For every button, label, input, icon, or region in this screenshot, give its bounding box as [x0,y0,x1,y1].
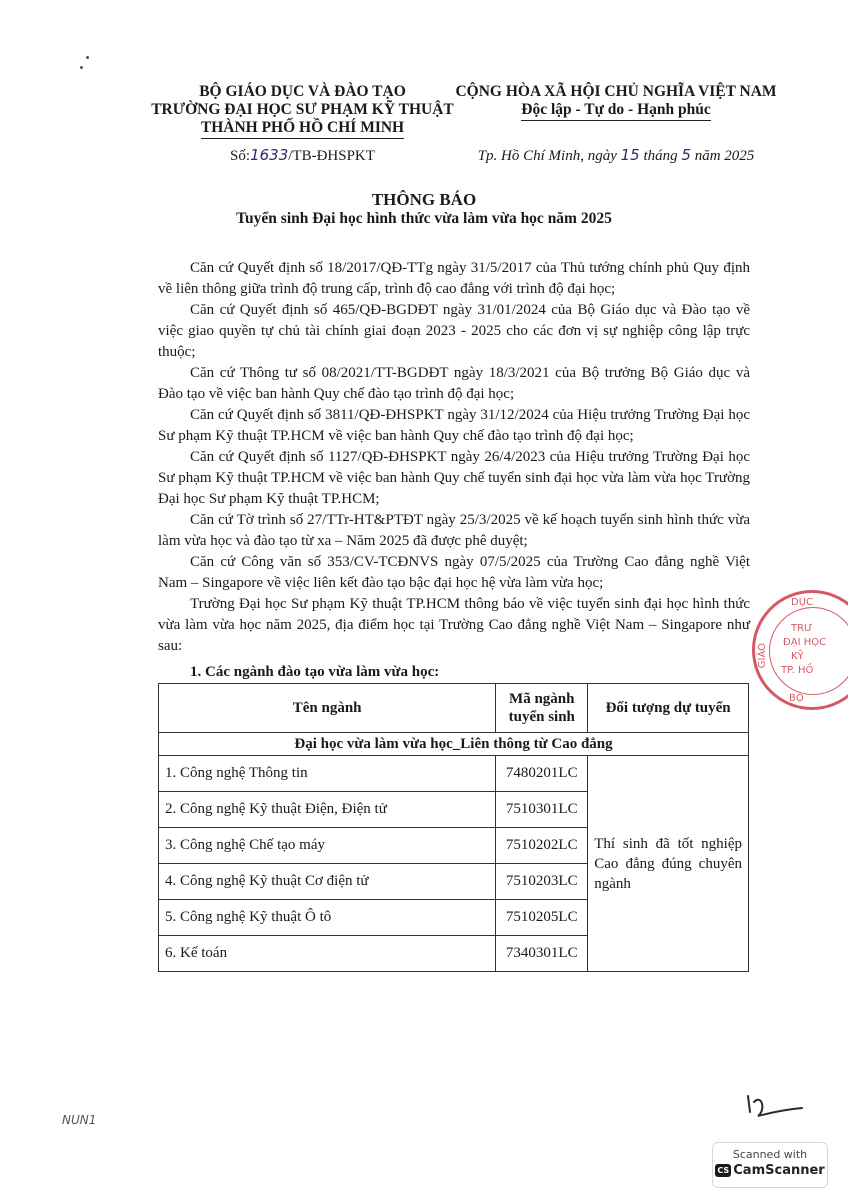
paragraph: Căn cứ Tờ trình số 27/TTr-HT&PTĐT ngày 25/3/2025 về kế hoạch tuyển sinh hình thức vừa làm vừa học và đào tạo từ xa – Năm 2025 đã được phê duyệt; [158,512,750,549]
paragraph: Căn cứ Công văn số 353/CV-TCĐNVS ngày 07/5/2025 của Trường Cao đẳng nghề Việt Nam – Singapore về việc liên kết đào tạo bậc đại học hệ vừa làm vừa học; [158,554,750,591]
seal-text: DỤC [791,597,814,608]
scanner-brand: CS CamScanner [713,1163,827,1178]
table-group-row [159,733,749,756]
header-target: Đối tượng dự tuyển [588,684,749,733]
paragraph: Trường Đại học Sư phạm Kỹ thuật TP.HCM thông báo về việc tuyển sinh đại học hình thức vừa làm vừa học năm 2025, địa điểm học tại Trường Cao đẳng nghề Việt Nam – Singapore như sau: [158,596,750,654]
national-motto: Độc lập - Tự do - Hạnh phúc [521,101,710,121]
major-code: 7340301LC [496,936,588,972]
document-number: Số:1633/TB-ĐHSPKT [230,146,375,164]
major-name: 2. Công nghệ Kỹ thuật Điện, Điện tử [159,792,496,828]
document-subtitle: Tuyển sinh Đại học hình thức vừa làm vừa học năm 2025 [236,210,612,227]
table-row [159,756,749,792]
seal-text: BỘ [789,693,804,704]
seal-text: KỸ [791,651,804,662]
major-code: 7480201LC [496,756,588,792]
handwritten-day: 15 [620,146,640,164]
paragraph: Căn cứ Quyết định số 1127/QĐ-ĐHSPKT ngày 26/4/2023 của Hiệu trưởng Trường Đại học Sư phạm Kỹ thuật TP.HCM về việc ban hành Quy chế tuyển sinh đại học vừa làm vừa học Trường Đại học Sư phạm Kỹ thuật TP.HCM; [158,449,750,507]
major-code: 7510203LC [496,864,588,900]
official-seal-stamp [752,590,848,710]
camscanner-watermark [712,1142,828,1188]
handwritten-number: 1633 [250,146,289,164]
program-group: Đại học vừa làm vừa học_Liên thông từ Cao đẳng [159,733,749,756]
major-name: 1. Công nghệ Thông tin [159,756,496,792]
section-heading: 1. Các ngành đào tạo vừa làm vừa học: [190,664,440,680]
national-header [455,83,777,121]
paragraph: Căn cứ Quyết định số 18/2017/QĐ-TTg ngày 31/5/2017 của Thủ tướng chính phủ Quy định về liên thông giữa trình độ trung cấp, trình độ cao đẳng với trình độ đại học; [158,260,750,297]
seal-text: ĐẠI HỌC [783,637,827,648]
seal-text: TP. HỒ [781,665,814,676]
document-body [158,258,750,657]
paragraph: Căn cứ Quyết định số 3811/QĐ-ĐHSPKT ngày 31/12/2024 của Hiệu trưởng Trường Đại học Sư phạm Kỹ thuật TP.HCM về việc ban hành Quy chế đào tạo trình độ đại học; [158,407,750,444]
eligibility: Thí sinh đã tốt nghiệp Cao đẳng đúng chuyên ngành [588,756,749,972]
seal-inner-ring [769,607,848,695]
seal-text: GIÁO [757,643,768,669]
major-code: 7510205LC [496,900,588,936]
paragraph: Căn cứ Quyết định số 465/QĐ-BGDĐT ngày 31/01/2024 của Bộ Giáo dục và Đào tạo về việc giao quyền tự chủ tài chính giai đoạn 2023 - 2025 cho các đơn vị sự nghiệp công lập trực thuộc; [158,302,750,360]
major-code: 7510301LC [496,792,588,828]
margin-handwritten-mark: NUN1 [62,1113,97,1127]
issuer-block [150,83,455,139]
scanner-caption: Scanned with [732,1148,808,1161]
ministry-name: BỘ GIÁO DỤC VÀ ĐÀO TẠO [199,83,406,100]
major-name: 4. Công nghệ Kỹ thuật Cơ điện tử [159,864,496,900]
initials-signature [740,1090,810,1130]
university-name-line2: THÀNH PHỐ HỒ CHÍ MINH [201,119,404,139]
document-title: THÔNG BÁO [371,190,477,209]
scan-speck [86,56,89,59]
scan-speck [80,66,83,69]
header-major-name: Tên ngành [159,684,496,733]
camscanner-logo-icon: CS [715,1164,731,1177]
major-code: 7510202LC [496,828,588,864]
seal-text: TRƯ [791,623,813,634]
header-major-code: Mã ngành tuyển sinh [496,684,588,733]
paragraph: Căn cứ Thông tư số 08/2021/TT-BGDĐT ngày 18/3/2021 của Bộ trưởng Bộ Giáo dục và Đào tạo về việc ban hành Quy chế đào tạo trình độ đại học; [158,365,750,402]
major-name: 6. Kế toán [159,936,496,972]
country-name: CỘNG HÒA XÃ HỘI CHỦ NGHĨA VIỆT NAM [455,83,777,100]
major-name: 3. Công nghệ Chế tạo máy [159,828,496,864]
major-name: 5. Công nghệ Kỹ thuật Ô tô [159,900,496,936]
university-name-line1: TRƯỜNG ĐẠI HỌC SƯ PHẠM KỸ THUẬT [151,101,454,118]
handwritten-month: 5 [681,146,691,164]
issue-date: Tp. Hồ Chí Minh, ngày 15 tháng 5 năm 2025 [477,146,755,164]
majors-table [158,683,749,972]
table-header-row [159,684,749,733]
